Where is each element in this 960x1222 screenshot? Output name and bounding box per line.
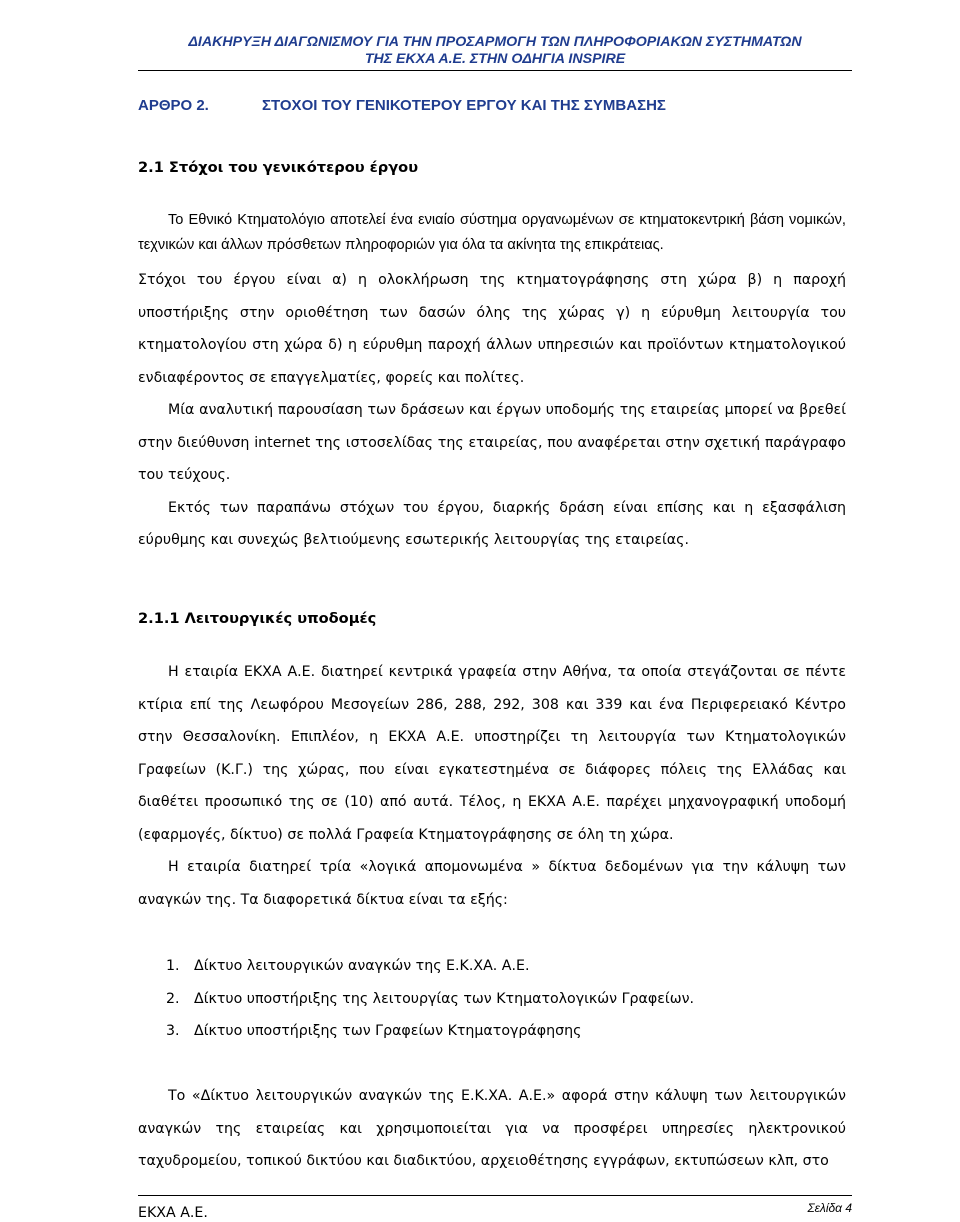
page-number: Σελίδα 4 (807, 1201, 852, 1215)
paragraph-presentation: Μία αναλυτική παρουσίαση των δράσεων και έργων υποδομής της εταιρείας μπορεί να βρεθεί στην διεύθυνση internet της ιστοσελίδας της εταιρείας, που αναφέρεται στην σχετική παράγραφο του τεύχους. (138, 402, 846, 483)
paragraph-network-1: Το «Δίκτυο λειτουργικών αναγκών της Ε.Κ.ΧΑ. Α.Ε.» αφορά στην κάλυψη των λειτουργικών αναγκών της εταιρείας και χρησιμοποιείται για να προσφέρει υπηρεσίες ηλεκτρονικού ταχυδρομείου, τοπικού δικτύου και διαδικτύου, αρχειοθέτησης εγγράφων, εκτυπώσεων κλπ, στο (138, 1088, 846, 1169)
list-item (166, 983, 846, 1016)
network-1-description (138, 1080, 846, 1178)
article-title: ΣΤΟΧΟΙ ΤΟΥ ΓΕΝΙΚΟΤΕΡΟΥ ΕΡΓΟΥ ΚΑΙ ΤΗΣ ΣΥΜΒΑΣΗΣ (262, 97, 666, 114)
header-line-1: ΔΙΑΚΗΡΥΞΗ ΔΙΑΓΩΝΙΣΜΟΥ ΓΙΑ ΤΗΝ ΠΡΟΣΑΡΜΟΓΗ ΤΩΝ ΠΛΗΡΟΦΟΡΙΑΚΩΝ ΣΥΣΤΗΜΑΤΩΝ (188, 34, 802, 50)
footer-company: ΕΚΧΑ Α.Ε. (138, 1205, 208, 1221)
paragraph-offices: Η εταιρία ΕΚΧΑ Α.Ε. διατηρεί κεντρικά γραφεία στην Αθήνα, τα οποία στεγάζονται σε πέντε κτίρια επί της Λεωφόρου Μεσογείων 286, 288, 292, 308 και 339 και ένα Περιφερειακό Κέντρο στην Θεσσαλονίκη. Επιπλέον, η ΕΚΧΑ Α.Ε. υποστηρίζει τη λειτουργία των Κτηματολογικών Γραφείων (Κ.Γ.) της χώρας, που είναι εγκατεστημένα σε διάφορες πόλεις της Ελλάδας και διαθέτει προσωπικό της σε (10) από αυτά. Τέλος, η ΕΚΧΑ Α.Ε. παρέχει μηχανογραφική υποδομή (εφαρμογές, δίκτυο) σε πολλά Γραφεία Κτηματογράφησης σε όλη τη χώρα. (138, 664, 846, 843)
section-heading-2-1-1: 2.1.1 Λειτουργικές υποδομές (138, 610, 377, 627)
header-divider (138, 70, 852, 71)
list-item-number: 3. (166, 1023, 180, 1039)
list-item-number: 2. (166, 990, 180, 1007)
section-2-1-body (138, 208, 846, 557)
list-item-text: Δίκτυο υποστήριξης της λειτουργίας των Κτηματολογικών Γραφείων. (194, 990, 695, 1007)
paragraph-operation: Εκτός των παραπάνω στόχων του έργου, διαρκής δράση είναι επίσης και η εξασφάλιση εύρυθμης και συνεχώς βελτιούμενης εσωτερικής λειτουργίας της εταιρείας. (138, 499, 846, 548)
section-heading-2-1: 2.1 Στόχοι του γενικότερου έργου (138, 159, 419, 176)
paragraph-networks: Η εταιρία διατηρεί τρία «λογικά απομονωμένα » δίκτυα δεδομένων για την κάλυψη των αναγκών της. Τα διαφορετικά δίκτυα είναι τα εξής: (138, 859, 846, 908)
section-2-1-1-body (138, 656, 846, 916)
list-item-text: Δίκτυο υποστήριξης των Γραφείων Κτηματογράφησης (194, 1023, 582, 1039)
footer-divider (138, 1195, 852, 1196)
paragraph-intro: Το Εθνικό Κτηματολόγιο αποτελεί ένα ενιαίο σύστημα οργανωμένων σε κτηματοκεντρική βάση νομικών, τεχνικών και άλλων πρόσθετων πληροφοριών για όλα τα ακίνητα της επικράτειας. (138, 212, 846, 253)
article-number: ΑΡΘΡΟ 2. (138, 97, 209, 114)
page-header (138, 34, 852, 69)
list-item-number: 1. (166, 958, 180, 974)
article-heading (138, 96, 666, 116)
network-list (166, 950, 846, 1048)
paragraph-goals: Στόχοι του έργου είναι α) η ολοκλήρωση της κτηματογράφησης στη χώρα β) η παροχή υποστήριξης στην οριοθέτηση των δασών όλης της χώρας γ) η εύρυθμη λειτουργία του κτηματολογίου στη χώρα δ) η εύρυθμη παροχή άλλων υπηρεσιών και προϊόντων κτηματολογικού ενδιαφέροντος σε επαγγελματίες, φορείς και πολίτες. (138, 272, 846, 386)
list-item-text: Δίκτυο λειτουργικών αναγκών της Ε.Κ.ΧΑ. Α.Ε. (194, 958, 530, 974)
header-line-2: ΤΗΣ ΕΚΧΑ Α.Ε. ΣΤΗΝ ΟΔΗΓΙΑ INSPIRE (364, 51, 626, 67)
list-item (166, 1015, 846, 1048)
list-item (166, 950, 846, 983)
